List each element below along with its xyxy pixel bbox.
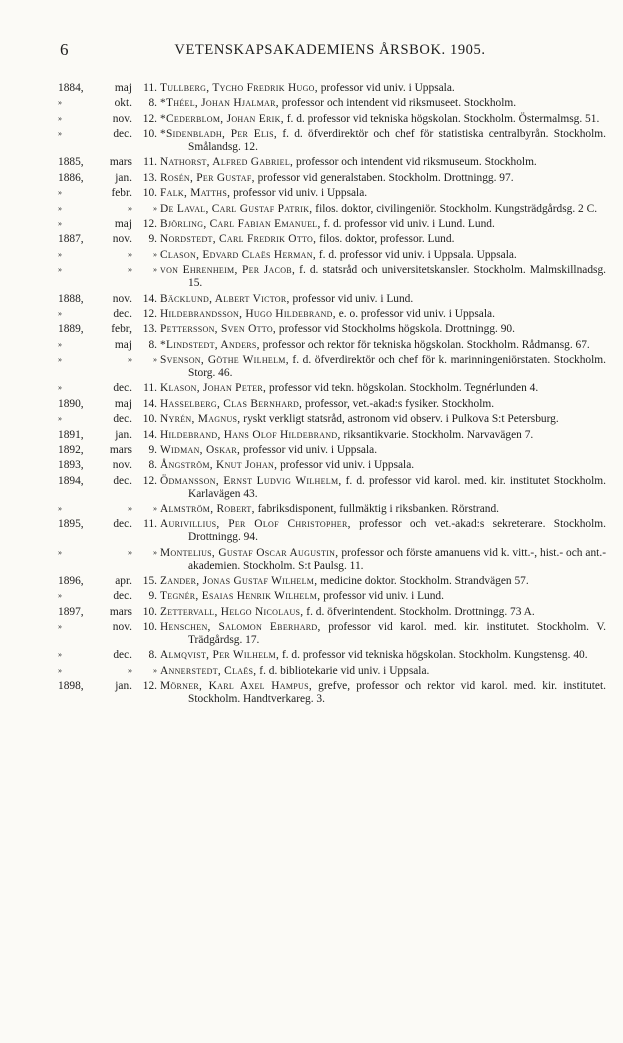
entry-year: »	[58, 339, 62, 349]
entry-text	[160, 82, 606, 95]
member-description: professor och vet.-akad:s sekreterare. Stockholm. Drottningg. 94.	[188, 518, 606, 544]
entry-day: 13.	[142, 323, 157, 336]
entry-year: 1888,	[58, 292, 84, 305]
list-item	[58, 97, 606, 110]
election-date	[58, 429, 160, 442]
member-name: Zander, Jonas Gustaf Wilhelm,	[160, 574, 318, 587]
entry-day: 12.	[142, 218, 157, 231]
entry-year: »	[58, 504, 62, 513]
member-name: Clason, Edvard Claës Herman,	[160, 248, 316, 261]
member-description: professor och rektor för tekniska högskolan. Stockholm. Rådmansg. 67.	[259, 338, 590, 351]
entry-month: »	[128, 547, 132, 557]
entry-day: 14.	[142, 397, 157, 410]
entry-text	[160, 649, 606, 662]
entry-text	[160, 354, 606, 380]
election-date	[58, 606, 160, 619]
entry-year: »	[58, 622, 62, 632]
entry-month: dec.	[113, 590, 132, 603]
entry-day: 11.	[143, 518, 157, 531]
entry-text	[160, 606, 606, 619]
entry-day: 11.	[143, 156, 157, 169]
entry-text	[160, 172, 606, 185]
entry-month: mars	[109, 605, 132, 618]
entry-year: 1894,	[58, 474, 84, 487]
entry-month: maj	[114, 218, 132, 231]
list-item	[58, 203, 606, 216]
entry-day: 10.	[142, 605, 157, 618]
entry-month: febr,	[111, 323, 132, 336]
entry-day: 11.	[143, 82, 157, 94]
entry-day: »	[153, 355, 157, 365]
member-description: f. d. bibliotekarie vid univ. i Uppsala.	[256, 664, 430, 677]
list-item	[58, 354, 606, 380]
entry-text	[160, 249, 606, 262]
list-item	[58, 113, 606, 126]
member-name: Ödmansson, Ernst Ludvig Wilhelm,	[160, 474, 342, 487]
member-name: Henschen, Salomon Eberhard,	[160, 621, 321, 634]
entry-text	[160, 203, 606, 216]
list-item	[58, 156, 606, 169]
list-item	[58, 323, 606, 336]
member-description: fabriksdisponent, fullmäktig i riksbanken. Rörstrand.	[254, 503, 500, 515]
entry-month: dec.	[113, 128, 132, 141]
entry-year: »	[58, 547, 62, 557]
election-date	[58, 339, 160, 352]
entry-month: okt.	[114, 97, 132, 110]
entry-text	[160, 518, 606, 544]
entry-year: »	[58, 219, 62, 229]
member-name: Pettersson, Sven Otto,	[160, 323, 277, 336]
member-name: Almqvist, Per Wilhelm,	[160, 649, 280, 662]
entry-text	[160, 293, 606, 306]
member-name: Almström, Robert,	[160, 503, 255, 515]
member-description: medicine doktor. Stockholm. Strandvägen 57.	[317, 574, 529, 587]
member-name: Zettervall, Helgo Nicolaus,	[160, 605, 304, 618]
election-date	[58, 249, 160, 262]
entry-day: 14.	[142, 292, 157, 305]
member-description: f. d. professor vid tekniska högskolan. Stockholm. Östermalmsg. 51.	[283, 112, 600, 125]
entry-month: dec.	[113, 382, 132, 395]
member-description: filos. doktor, professor. Lund.	[316, 233, 455, 246]
election-date	[58, 665, 160, 678]
entry-month: jan.	[115, 428, 132, 441]
list-item	[58, 606, 606, 619]
entry-day: 12.	[142, 474, 157, 487]
entry-text	[160, 156, 606, 169]
page-header	[60, 40, 600, 62]
entry-month: »	[128, 249, 132, 259]
list-item	[58, 475, 606, 501]
member-description: ryskt verkligt statsråd, astronom vid observ. i Pulkova S:t Petersburg.	[240, 413, 559, 426]
entry-year: »	[58, 113, 62, 123]
list-item	[58, 339, 606, 352]
member-name: Hildebrand, Hans Olof Hildebrand,	[160, 428, 341, 441]
list-item	[58, 172, 606, 185]
member-list	[58, 82, 606, 709]
member-description: professor vid tekn. högskolan. Stockholm. Tegnérlunden 4.	[266, 382, 539, 395]
entry-text	[160, 444, 606, 457]
election-date	[58, 575, 160, 588]
member-name: Falk, Matths,	[160, 187, 231, 200]
member-description: professor vid univ. i Uppsala.	[277, 459, 415, 472]
entry-text	[160, 128, 606, 154]
entry-text	[160, 680, 606, 706]
member-name: Klason, Johan Peter,	[160, 382, 267, 395]
election-date	[58, 649, 160, 662]
member-name: Tegnér, Esaias Henrik Wilhelm,	[160, 590, 321, 603]
list-item	[58, 459, 606, 472]
entry-month: jan.	[115, 680, 132, 693]
entry-year: »	[58, 650, 62, 660]
running-title: VETENSKAPSAKADEMIENS ÅRSBOK. 1905.	[174, 42, 486, 58]
entry-text	[160, 187, 606, 200]
list-item	[58, 547, 606, 573]
entry-month: nov.	[112, 112, 132, 125]
entry-year: »	[58, 249, 62, 259]
member-description: filos. doktor, civilingeniör. Stockholm. Kungsträdgårdsg. 2 C.	[312, 202, 598, 215]
election-date	[58, 680, 160, 693]
election-date	[58, 518, 160, 531]
member-description: professor vid univ. i Uppsala.	[317, 82, 455, 94]
entry-month: nov.	[112, 459, 132, 472]
list-item	[58, 621, 606, 647]
entry-text	[160, 590, 606, 603]
member-name: Nathorst, Alfred Gabriel,	[160, 156, 294, 169]
entry-day: 13.	[142, 171, 157, 184]
entry-month: dec.	[113, 474, 132, 487]
entry-year: »	[58, 355, 62, 365]
entry-text	[160, 429, 606, 442]
entry-text	[160, 264, 606, 290]
entry-year: »	[58, 591, 62, 601]
entry-year: 1892,	[58, 443, 84, 456]
entry-text	[160, 621, 606, 647]
member-description: professor vid Stockholms högskola. Drottningg. 90.	[276, 323, 515, 336]
election-date	[58, 354, 160, 367]
election-date	[58, 218, 160, 231]
election-date	[58, 156, 160, 169]
election-date	[58, 172, 160, 185]
election-date	[58, 82, 160, 95]
member-name: Hildebrandsson, Hugo Hildebrand,	[160, 307, 336, 320]
election-date	[58, 503, 160, 516]
entry-day: 9.	[148, 443, 157, 456]
list-item	[58, 293, 606, 306]
entry-year: 1889,	[58, 323, 84, 336]
election-date	[58, 413, 160, 426]
member-description: professor vid univ. i Lund.	[320, 590, 444, 603]
list-item	[58, 308, 606, 321]
entry-month: dec.	[113, 649, 132, 662]
entry-day: 8.	[148, 649, 157, 662]
entry-month: »	[128, 355, 132, 365]
entry-year: 1891,	[58, 428, 84, 441]
member-description: professor vid generalstaben. Stockholm. Drottningg. 97.	[254, 171, 514, 184]
list-item	[58, 518, 606, 544]
member-description: professor och förste amanuens vid k. vitt.-, hist.- och ant.-akademien. Stockholm. S:t Paulsg. 11.	[188, 546, 606, 572]
entry-month: mars	[109, 443, 132, 456]
entry-year: »	[58, 188, 62, 198]
entry-day: 15.	[142, 574, 157, 587]
election-date	[58, 382, 160, 395]
entry-day: »	[153, 547, 157, 557]
entry-month: nov.	[112, 292, 132, 305]
member-name: Annerstedt, Claës,	[160, 664, 257, 677]
election-date	[58, 187, 160, 200]
entry-year: 1884,	[58, 82, 84, 94]
list-item	[58, 128, 606, 154]
member-description: f. d. professor vid karol. med. kir. institutet Stockholm. Karlavägen 43.	[188, 474, 606, 500]
entry-year: 1886,	[58, 171, 84, 184]
member-name: Svenson, Göthe Wilhelm,	[160, 354, 289, 367]
entry-year: »	[58, 383, 62, 393]
entry-day: »	[153, 265, 157, 275]
member-description: professor och intendent vid riksmuseum. Stockholm.	[293, 156, 537, 169]
member-description: f. d. statsråd och universitetskansler. Stockholm. Malmskillnadsg. 15.	[188, 264, 606, 290]
list-item	[58, 649, 606, 662]
entry-day: »	[153, 504, 157, 513]
entry-day: 10.	[142, 621, 157, 634]
member-name: Aurivillius, Per Olof Christopher,	[160, 518, 351, 531]
list-item	[58, 218, 606, 231]
election-date	[58, 293, 160, 306]
member-name: Hasselberg, Clas Bernhard,	[160, 397, 303, 410]
entry-text	[160, 575, 606, 588]
member-name: Mörner, Karl Axel Hampus,	[160, 680, 312, 693]
entry-day: 14.	[142, 428, 157, 441]
entry-day: 12.	[142, 307, 157, 320]
member-name: Ångström, Knut Johan,	[160, 459, 278, 472]
member-description: professor vid univ. i Uppsala.	[230, 187, 368, 200]
member-name: De Laval, Carl Gustaf Patrik,	[160, 202, 313, 215]
entry-day: 8.	[148, 338, 157, 351]
member-description: professor och intendent vid riksmuseet. Stockholm.	[278, 97, 517, 110]
election-date	[58, 308, 160, 321]
list-item	[58, 82, 606, 95]
election-date	[58, 590, 160, 603]
list-item	[58, 429, 606, 442]
entry-month: »	[128, 203, 132, 213]
entry-day: 10.	[142, 187, 157, 200]
list-item	[58, 575, 606, 588]
list-item	[58, 264, 606, 290]
entry-month: maj	[114, 397, 132, 410]
entry-year: »	[58, 308, 62, 318]
entry-text	[160, 413, 606, 426]
entry-month: mars	[109, 156, 132, 169]
member-name: Tullberg, Tycho Fredrik Hugo,	[160, 82, 318, 94]
entry-day: 11.	[143, 382, 157, 395]
member-name: Nordstedt, Carl Fredrik Otto,	[160, 233, 317, 246]
election-date	[58, 459, 160, 472]
entry-day: »	[153, 665, 157, 675]
member-name: Montelius, Gustaf Oscar Augustin,	[160, 546, 339, 559]
entry-month: apr.	[115, 574, 132, 587]
entry-day: 12.	[142, 680, 157, 693]
entry-text	[160, 459, 606, 472]
member-name: *Lindstedt, Anders,	[160, 338, 260, 351]
member-name: Widman, Oskar,	[160, 443, 241, 456]
list-item	[58, 680, 606, 706]
election-date	[58, 475, 160, 488]
member-description: professor vid univ. i Uppsala.	[240, 443, 378, 456]
member-description: f. d. öfverdirektör och chef för statistiska centralbyrån. Stockholm. Smålandsg. 12.	[188, 128, 606, 154]
entry-text	[160, 308, 606, 321]
entry-day: »	[153, 249, 157, 259]
entry-month: dec.	[113, 518, 132, 531]
entry-text	[160, 323, 606, 336]
member-description: professor vid univ. i Lund.	[289, 292, 414, 305]
entry-day: 12.	[142, 112, 157, 125]
margin-mark	[56, 1027, 66, 1035]
member-name: von Ehrenheim, Per Jacob,	[160, 264, 296, 277]
entry-day: 8.	[148, 459, 157, 472]
member-description: f. d. öfverintendent. Stockholm. Drottningg. 73 A.	[303, 605, 535, 618]
entry-year: »	[58, 129, 62, 139]
page-number: 6	[60, 40, 70, 59]
member-description: riksantikvarie. Stockholm. Narvavägen 7.	[340, 428, 534, 441]
member-description: f. d. professor vid univ. i Lund. Lund.	[320, 218, 495, 231]
entry-month: maj	[114, 82, 132, 94]
election-date	[58, 398, 160, 411]
election-date	[58, 233, 160, 246]
entry-month: febr.	[111, 187, 132, 200]
entry-text	[160, 547, 606, 573]
entry-text	[160, 382, 606, 395]
list-item	[58, 249, 606, 262]
entry-year: 1887,	[58, 233, 84, 246]
entry-year: »	[58, 265, 62, 275]
member-description: professor, vet.-akad:s fysiker. Stockholm.	[302, 397, 495, 410]
election-date	[58, 113, 160, 126]
entry-month: nov.	[112, 233, 132, 246]
entry-year: »	[58, 665, 62, 675]
election-date	[58, 547, 160, 560]
list-item	[58, 503, 606, 516]
entry-text	[160, 339, 606, 352]
entry-month: jan.	[115, 171, 132, 184]
entry-month: »	[128, 665, 132, 675]
member-description: f. d. professor vid univ. i Uppsala. Uppsala.	[316, 248, 517, 261]
list-item	[58, 413, 606, 426]
election-date	[58, 203, 160, 216]
entry-month: »	[128, 265, 132, 275]
member-name: *Sidenbladh, Per Elis,	[160, 128, 278, 141]
entry-year: 1897,	[58, 605, 84, 618]
member-description: grefve, professor och rektor vid karol. med. kir. institutet. Stockholm. Handtverkareg. 3.	[188, 680, 606, 706]
member-name: *Cederblom, Johan Erik,	[160, 112, 284, 125]
election-date	[58, 621, 160, 634]
entry-year: 1895,	[58, 518, 84, 531]
election-date	[58, 128, 160, 141]
election-date	[58, 444, 160, 457]
member-description: e. o. professor vid univ. i Uppsala.	[335, 307, 495, 320]
entry-month: dec.	[113, 307, 132, 320]
entry-year: »	[58, 98, 62, 108]
member-name: Rosén, Per Gustaf,	[160, 171, 255, 184]
election-date	[58, 323, 160, 336]
entry-text	[160, 475, 606, 501]
entry-text	[160, 665, 606, 678]
entry-day: 10.	[142, 128, 157, 141]
list-item	[58, 233, 606, 246]
entry-month: dec.	[113, 413, 132, 426]
entry-year: 1885,	[58, 156, 84, 169]
member-name: *Théel, Johan Hjalmar,	[160, 97, 279, 110]
list-item	[58, 382, 606, 395]
entry-text	[160, 97, 606, 110]
entry-month: maj	[114, 338, 132, 351]
entry-text	[160, 113, 606, 126]
entry-day: »	[153, 203, 157, 213]
entry-text	[160, 503, 606, 516]
member-description: f. d. öfverdirektör och chef för k. marinningeniörstaten. Stockholm. Storg. 46.	[188, 354, 606, 380]
member-description: f. d. professor vid tekniska högskolan. Stockholm. Kungstensg. 40.	[279, 649, 588, 662]
list-item	[58, 398, 606, 411]
list-item	[58, 590, 606, 603]
list-item	[58, 444, 606, 457]
election-date	[58, 264, 160, 277]
entry-month: »	[128, 504, 132, 513]
entry-year: 1898,	[58, 680, 84, 693]
entry-day: 9.	[148, 233, 157, 246]
entry-text	[160, 218, 606, 231]
member-name: Bäcklund, Albert Victor,	[160, 292, 290, 305]
member-description: professor vid karol. med. kir. institutet. Stockholm. V. Trädgårdsg. 17.	[188, 621, 606, 647]
entry-year: 1890,	[58, 397, 84, 410]
entry-day: 10.	[142, 413, 157, 426]
entry-day: 9.	[148, 590, 157, 603]
entry-year: 1893,	[58, 459, 84, 472]
member-name: Nyrén, Magnus,	[160, 413, 241, 426]
entry-year: 1896,	[58, 574, 84, 587]
entry-text	[160, 233, 606, 246]
entry-year: »	[58, 414, 62, 424]
entry-month: nov.	[112, 621, 132, 634]
entry-day: 8.	[148, 97, 157, 110]
list-item	[58, 665, 606, 678]
entry-year: »	[58, 203, 62, 213]
entry-text	[160, 398, 606, 411]
member-name: Björling, Carl Fabian Emanuel,	[160, 218, 321, 231]
list-item	[58, 187, 606, 200]
election-date	[58, 97, 160, 110]
